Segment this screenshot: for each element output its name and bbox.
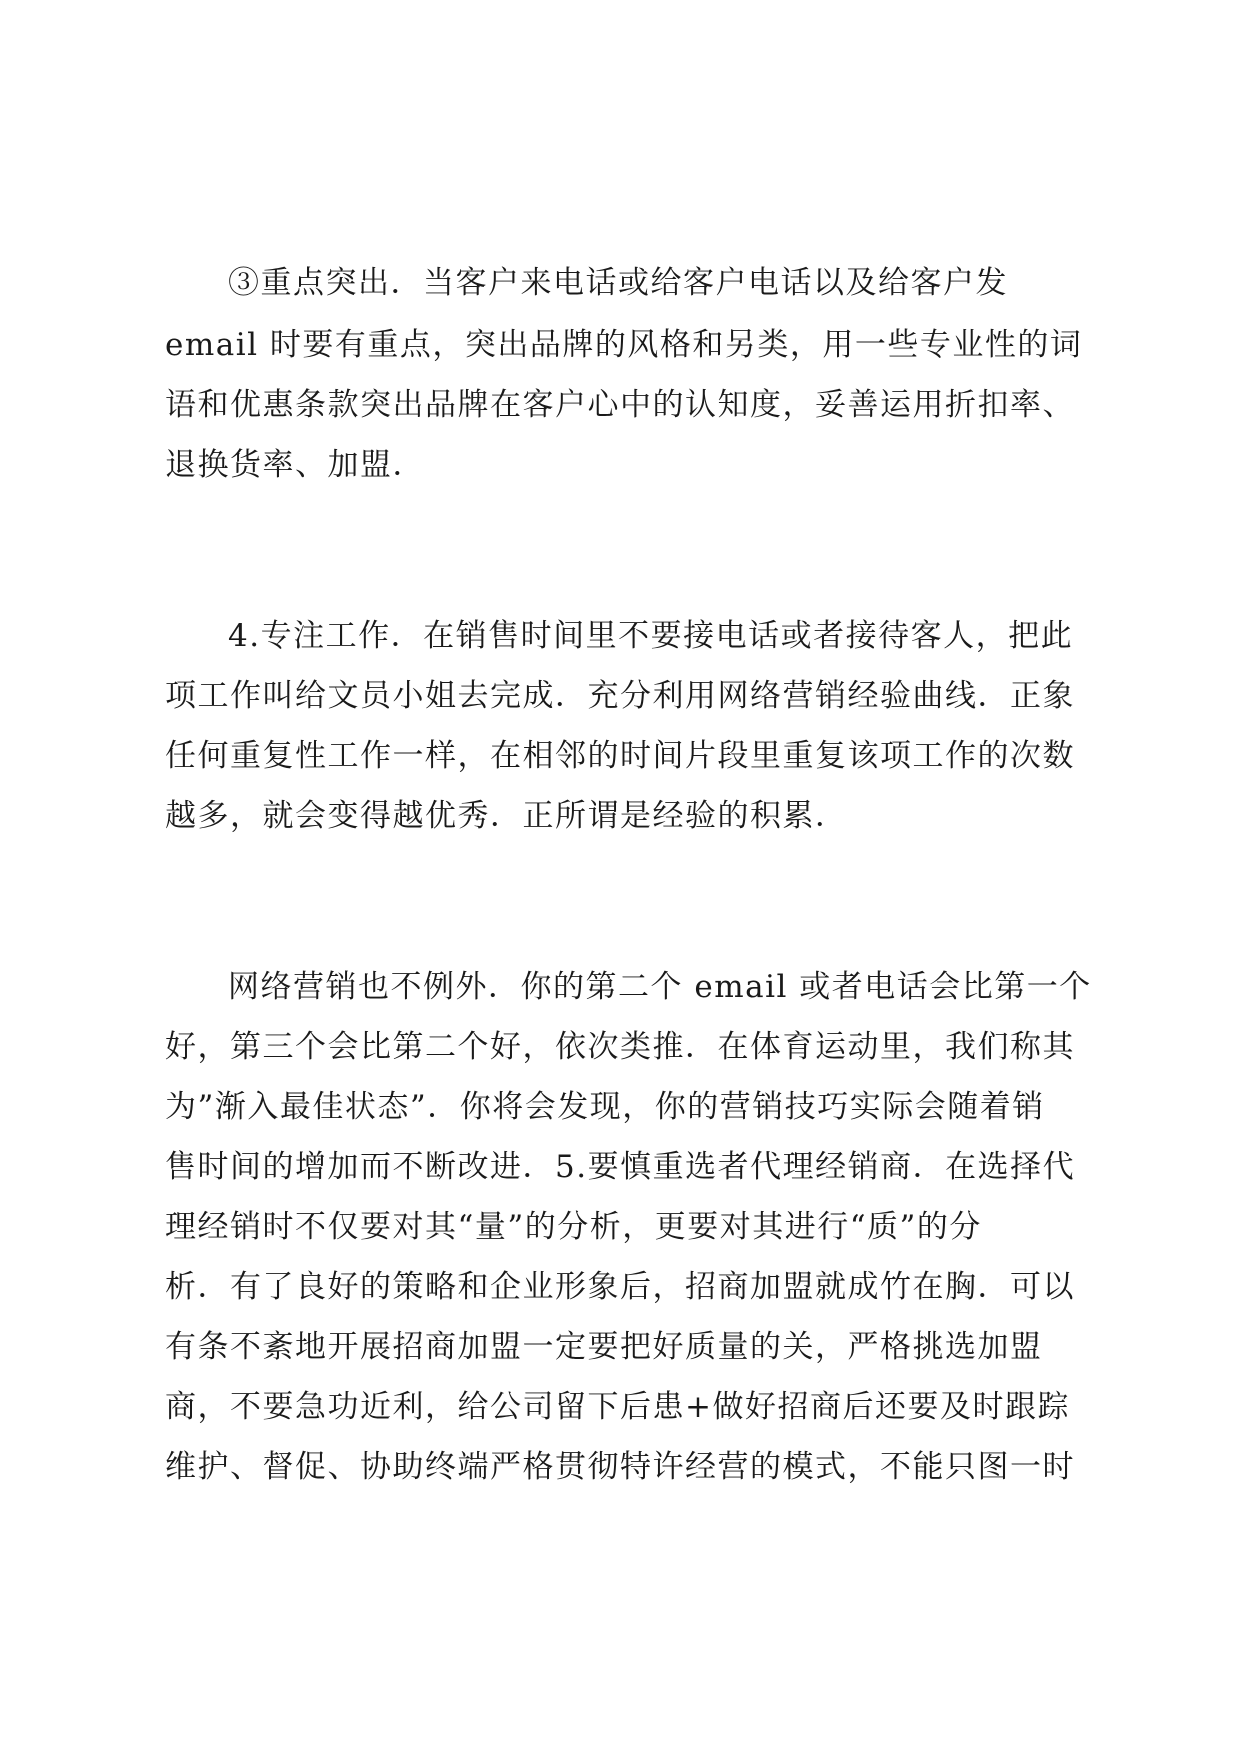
paragraph-line: 越多，就会变得越优秀．正所谓是经验的积累． <box>165 798 848 834</box>
paragraph-line: 好，第三个会比第二个好，依次类推．在体育运动里，我们称其 <box>165 1029 1075 1065</box>
paragraph-line: email 时要有重点，突出品牌的风格和另类，用一些专业性的词 <box>165 327 1083 363</box>
paragraph-line: 项工作叫给文员小姐去完成．充分利用网络营销经验曲线．正象 <box>165 678 1075 714</box>
paragraph-line: 语和优惠条款突出品牌在客户心中的认知度，妥善运用折扣率、 <box>165 387 1075 423</box>
paragraph-line: 商，不要急功近利，给公司留下后患+做好招商后还要及时跟踪 <box>165 1389 1070 1425</box>
paragraph-line: 任何重复性工作一样，在相邻的时间片段里重复该项工作的次数 <box>165 738 1075 774</box>
paragraph-line: 有条不紊地开展招商加盟一定要把好质量的关，严格挑选加盟 <box>165 1329 1043 1365</box>
paragraph-line: ③重点突出．当客户来电话或给客户电话以及给客户发 <box>228 265 1008 301</box>
paragraph-line: 为”渐入最佳状态”．你将会发现，你的营销技巧实际会随着销 <box>165 1089 1045 1125</box>
paragraph-line: 析．有了良好的策略和企业形象后，招商加盟就成竹在胸．可以 <box>165 1269 1075 1305</box>
paragraph-line: 理经销时不仅要对其“量”的分析，更要对其进行“质”的分 <box>165 1209 982 1245</box>
paragraph-line: 售时间的增加而不断改进．5.要慎重选者代理经销商．在选择代 <box>165 1149 1076 1185</box>
paragraph-line: 网络营销也不例外．你的第二个 email 或者电话会比第一个 <box>228 969 1092 1005</box>
paragraph-line: 退换货率、加盟． <box>165 447 425 483</box>
paragraph-line: 4.专注工作．在销售时间里不要接电话或者接待客人，把此 <box>228 618 1074 654</box>
paragraph-line: 维护、督促、协助终端严格贯彻特许经营的模式，不能只图一时 <box>165 1449 1075 1485</box>
